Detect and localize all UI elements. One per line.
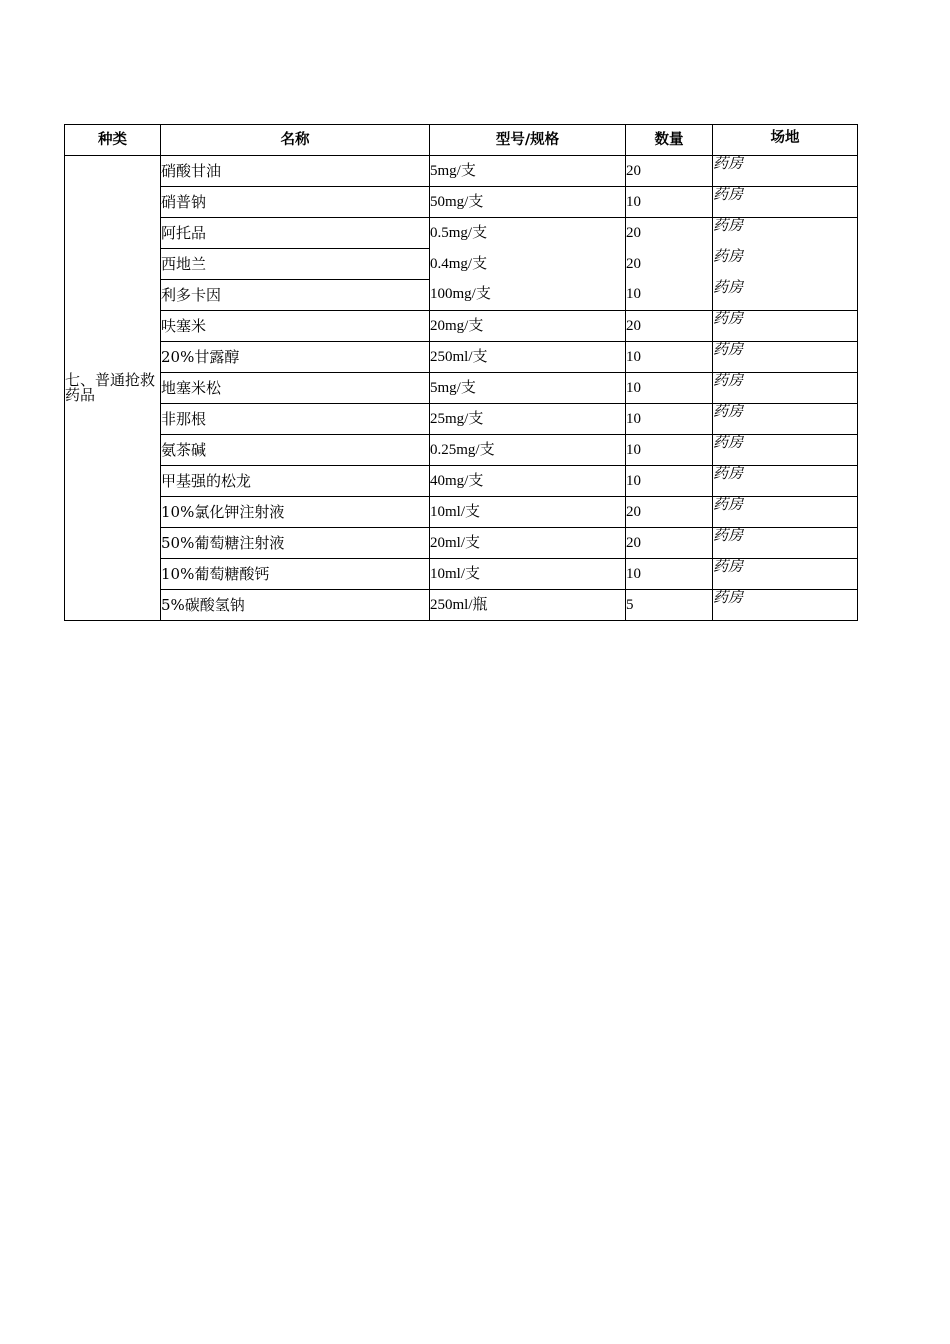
category-cell: 七、普通抢救药品 xyxy=(65,156,161,621)
drug-site: 药房 xyxy=(713,528,858,559)
drug-quantity: 20 xyxy=(626,528,713,559)
drug-name: 硝酸甘油 xyxy=(161,156,430,187)
drug-quantity: 10 xyxy=(626,404,713,435)
drug-name: 10%葡萄糖酸钙 xyxy=(161,559,430,590)
drug-quantity: 10 xyxy=(626,187,713,218)
table-row xyxy=(65,404,858,435)
drug-spec: 100mg/支 xyxy=(430,280,626,311)
drug-quantity: 10 xyxy=(626,280,713,311)
drug-spec: 5mg/支 xyxy=(430,156,626,187)
table-row xyxy=(65,497,858,528)
drug-spec: 250ml/瓶 xyxy=(430,590,626,621)
header-site: 场地 xyxy=(713,125,858,156)
drug-site: 药房 xyxy=(713,559,858,590)
drug-name: 地塞米松 xyxy=(161,373,430,404)
drug-spec: 40mg/支 xyxy=(430,466,626,497)
header-quantity: 数量 xyxy=(626,125,713,156)
table-row xyxy=(65,590,858,621)
drug-spec: 50mg/支 xyxy=(430,187,626,218)
drug-name: 50%葡萄糖注射液 xyxy=(161,528,430,559)
table-row xyxy=(65,156,858,187)
drug-name: 硝普钠 xyxy=(161,187,430,218)
drug-spec: 0.25mg/支 xyxy=(430,435,626,466)
drug-name: 甲基强的松龙 xyxy=(161,466,430,497)
drug-site: 药房 xyxy=(713,218,858,249)
drug-quantity: 10 xyxy=(626,559,713,590)
drug-name: 西地兰 xyxy=(161,249,430,280)
drug-site: 药房 xyxy=(713,280,858,311)
drug-quantity: 10 xyxy=(626,435,713,466)
drug-name: 呋塞米 xyxy=(161,311,430,342)
table-row xyxy=(65,435,858,466)
table-row xyxy=(65,218,858,249)
drug-name: 利多卡因 xyxy=(161,280,430,311)
drug-name: 5%碳酸氢钠 xyxy=(161,590,430,621)
drug-site: 药房 xyxy=(713,466,858,497)
drug-quantity: 5 xyxy=(626,590,713,621)
drug-spec: 20ml/支 xyxy=(430,528,626,559)
drug-site: 药房 xyxy=(713,590,858,621)
drug-site: 药房 xyxy=(713,249,858,280)
drug-spec: 250ml/支 xyxy=(430,342,626,373)
drug-quantity: 10 xyxy=(626,373,713,404)
drug-quantity: 10 xyxy=(626,342,713,373)
drug-spec: 10ml/支 xyxy=(430,497,626,528)
drug-quantity: 20 xyxy=(626,156,713,187)
drug-spec: 20mg/支 xyxy=(430,311,626,342)
emergency-drug-table xyxy=(64,124,858,621)
drug-spec: 5mg/支 xyxy=(430,373,626,404)
table-row xyxy=(65,311,858,342)
drug-site: 药房 xyxy=(713,497,858,528)
drug-name: 阿托品 xyxy=(161,218,430,249)
drug-site: 药房 xyxy=(713,311,858,342)
drug-site: 药房 xyxy=(713,156,858,187)
header-name: 名称 xyxy=(161,125,430,156)
table-row xyxy=(65,528,858,559)
table-row xyxy=(65,559,858,590)
drug-name: 非那根 xyxy=(161,404,430,435)
table-row xyxy=(65,466,858,497)
table-row xyxy=(65,280,858,311)
table-header-row xyxy=(65,125,858,156)
table-row xyxy=(65,187,858,218)
drug-site: 药房 xyxy=(713,435,858,466)
drug-name: 20%甘露醇 xyxy=(161,342,430,373)
header-category: 种类 xyxy=(65,125,161,156)
drug-name: 10%氯化钾注射液 xyxy=(161,497,430,528)
drug-quantity: 20 xyxy=(626,249,713,280)
drug-site: 药房 xyxy=(713,342,858,373)
drug-quantity: 20 xyxy=(626,311,713,342)
drug-quantity: 20 xyxy=(626,218,713,249)
table-row xyxy=(65,249,858,280)
drug-site: 药房 xyxy=(713,404,858,435)
drug-spec: 10ml/支 xyxy=(430,559,626,590)
table-row xyxy=(65,373,858,404)
drug-site: 药房 xyxy=(713,373,858,404)
drug-site: 药房 xyxy=(713,187,858,218)
drug-spec: 25mg/支 xyxy=(430,404,626,435)
header-spec: 型号/规格 xyxy=(430,125,626,156)
drug-spec: 0.5mg/支 xyxy=(430,218,626,249)
drug-quantity: 10 xyxy=(626,466,713,497)
table-row xyxy=(65,342,858,373)
drug-quantity: 20 xyxy=(626,497,713,528)
drug-spec: 0.4mg/支 xyxy=(430,249,626,280)
drug-name: 氨茶碱 xyxy=(161,435,430,466)
